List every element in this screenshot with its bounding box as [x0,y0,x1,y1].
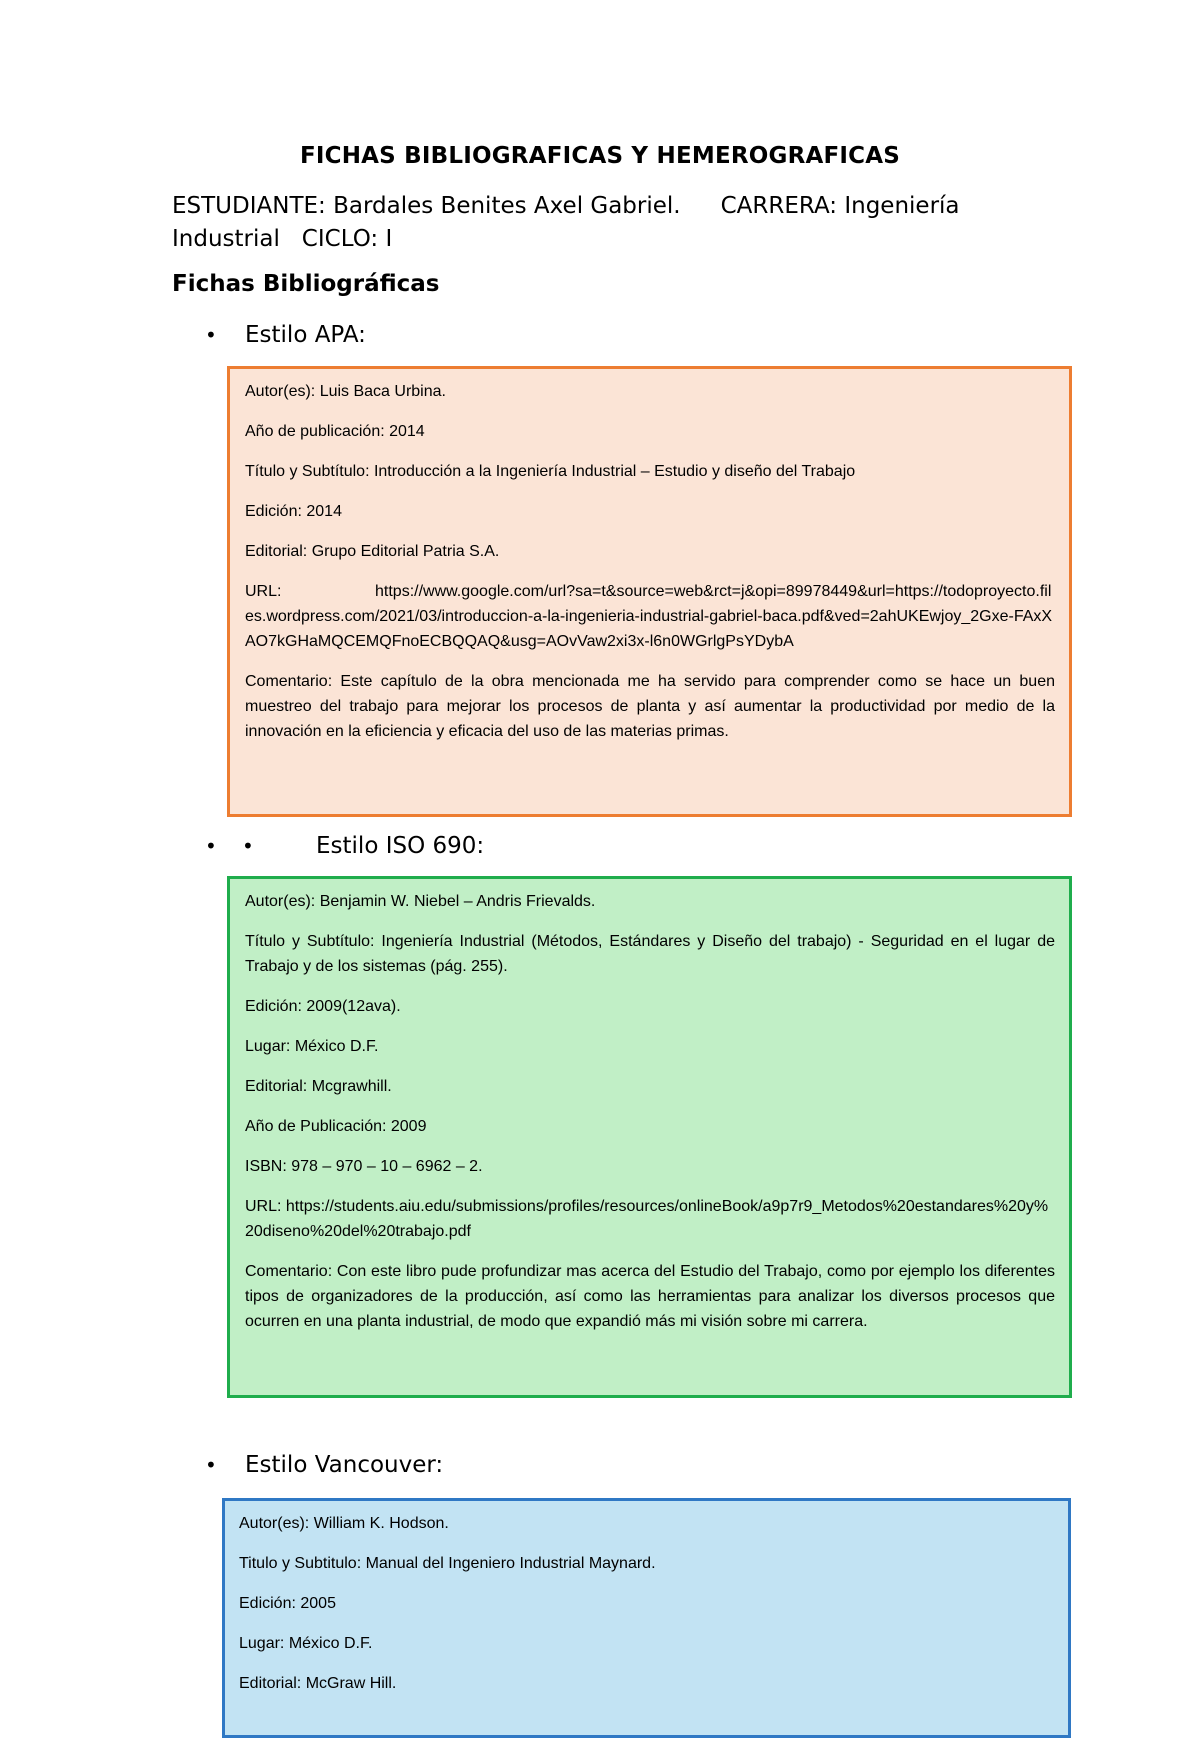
iso-edicion: Edición: 2009(12ava). [245,998,401,1015]
vancouver-card [222,1498,1071,1738]
apa-autor: Autor(es): Luis Baca Urbina. [245,383,446,400]
iso-isbn: ISBN: 978 – 970 – 10 – 6962 – 2. [245,1158,483,1175]
apa-url-value[interactable]: https://www.google.com/url?sa=t&source=web&rct=j&opi=89978449&url=https://todoproyecto.files.wordpress.com/2021/03/introduccion-a-la-ingenieria-industrial-gabriel-baca.pdf&ved=2ahUKEwjoy_2Gxe-FAxXAO7kGHaMQCEMQFnoECBQQAQ&usg=AOvVaw2xi3x-l6n0WGrlgPsYDybA [245,583,1053,650]
iso-titulo: Título y Subtítulo: Ingeniería Industrial (Métodos, Estándares y Diseño del trabajo) - Seguridad en el lugar de Trabajo y de los sistemas (pág. 255). [245,933,1055,975]
student-info [172,190,1032,256]
vancouver-edicion: Edición: 2005 [239,1595,336,1612]
heading-iso: Estilo ISO 690: [316,833,485,859]
student-career: CARRERA: Ingeniería [720,193,960,219]
apa-comentario: Comentario: Este capítulo de la obra mencionada me ha servido para comprender como se hace un buen muestreo del trabajo para mejorar los procesos de planta y así aumentar la productividad por medio de la innovación en la eficiencia y eficacia del uso de las materias primas. [245,673,1055,740]
heading-vancouver: Estilo Vancouver: [245,1452,444,1478]
apa-url [245,579,1055,654]
apa-edicion: Edición: 2014 [245,503,342,520]
iso-editorial: Editorial: Mcgrawhill. [245,1078,392,1095]
student-cycle: Industrial CICLO: I [172,226,393,252]
vancouver-editorial: Editorial: McGraw Hill. [239,1675,397,1692]
vancouver-autor: Autor(es): William K. Hodson. [239,1515,449,1532]
student-name: ESTUDIANTE: Bardales Benites Axel Gabriel. [172,193,681,219]
iso-card [227,876,1072,1398]
apa-url-label: URL: [245,583,282,600]
heading-apa: Estilo APA: [245,322,366,348]
bullet-dot: • [205,323,217,347]
iso-anio: Año de Publicación: 2009 [245,1118,427,1135]
apa-titulo: Título y Subtítulo: Introducción a la Ingeniería Industrial – Estudio y diseño del Trabajo [245,463,856,480]
bullet-dot: • [205,834,217,858]
iso-autor: Autor(es): Benjamin W. Niebel – Andris Frievalds. [245,893,596,910]
document-title: FICHAS BIBLIOGRAFICAS Y HEMEROGRAFICAS [299,143,901,169]
vancouver-titulo: Titulo y Subtitulo: Manual del Ingeniero Industrial Maynard. [239,1555,656,1572]
section-title: Fichas Bibliográficas [172,271,440,297]
vancouver-lugar: Lugar: México D.F. [239,1635,373,1652]
bullet-dot-extra: • [242,834,254,858]
apa-editorial: Editorial: Grupo Editorial Patria S.A. [245,543,500,560]
apa-card [227,366,1072,817]
iso-url[interactable]: URL: https://students.aiu.edu/submissions/profiles/resources/onlineBook/a9p7r9_Metodos%20estandares%20y%20diseno%20del%20trabajo.pdf [245,1198,1049,1240]
apa-anio: Año de publicación: 2014 [245,423,425,440]
bullet-dot: • [205,1453,217,1477]
iso-comentario: Comentario: Con este libro pude profundizar mas acerca del Estudio del Trabajo, como por ejemplo los diferentes tipos de organizadores de la producción, así como las herramientas para analizar los diversos procesos que ocurren en una planta industrial, de modo que expandió más mi visión sobre mi carrera. [245,1263,1055,1330]
iso-lugar: Lugar: México D.F. [245,1038,379,1055]
